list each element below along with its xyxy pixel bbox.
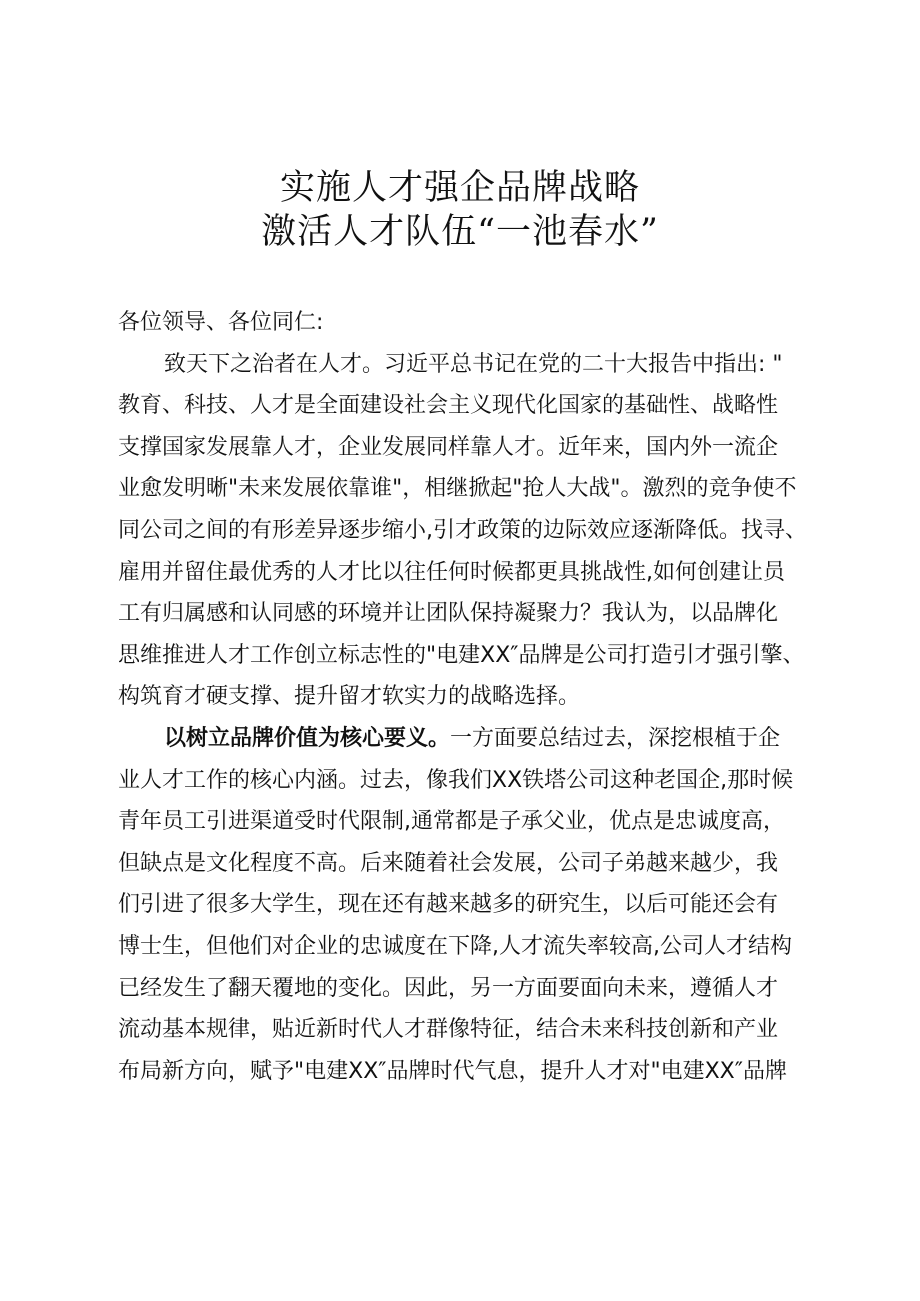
title-line-1: 实施人才强企品牌战略 (279, 168, 640, 208)
paragraph-2-first-line (118, 718, 828, 760)
paragraph-1-line: 教育、科技、人才是全面建设社会主义现代化国家的基础性、战略性 (118, 393, 779, 419)
paragraph-2-line: 业人才工作的核心内涵。过去，像我们XX铁塔公司这种老国企,那时候 (118, 767, 794, 793)
paragraph-2-first-line-text: 一方面要总结过去，深挖根植于企 (450, 725, 781, 751)
paragraph-1-line: 构筑育才硬支撑、提升留才软实力的战略选择。 (118, 684, 581, 710)
document-body (118, 302, 828, 1092)
paragraph-1-line: 同公司之间的有形差异逐步缩小,引才政策的边际效应逐渐降低。找寻、 (118, 517, 807, 543)
paragraph-2-line: 博士生，但他们对企业的忠诚度在下降,人才流失率较高,公司人才结构 (118, 933, 792, 959)
paragraph-1-line: 致天下之治者在人才。习近平总书记在党的二十大报告中指出: " (164, 351, 783, 377)
paragraph-1-line: 支撑国家发展靠人才，企业发展同样靠人才。近年来，国内外一流企 (118, 434, 779, 460)
paragraph-2-line: 们引进了很多大学生，现在还有越来越多的研究生，以后可能还会有 (118, 892, 779, 918)
paragraph-1-line: 雇用并留住最优秀的人才比以往任何时候都更具挑战性,如何创建让员 (118, 559, 785, 585)
paragraph-2-line: 已经发生了翻天覆地的变化。因此，另一方面要面向未来，遵循人才 (118, 975, 779, 1001)
title-line-2: 激活人才队伍“一池春水” (261, 212, 659, 252)
paragraph-1-line: 业愈发明晰"未来发展依靠谁"，相继掀起"抢人大战"。激烈的竞争使不 (118, 476, 797, 502)
paragraph-2-line: 布局新方向，赋予"电建XX″品牌时代气息，提升人才对"电建XX″品牌 (118, 1058, 787, 1084)
paragraph-1-line: 工有归属感和认同感的环境并让团队保持凝聚力？我认为，以品牌化 (118, 601, 779, 627)
greeting: 各位领导、各位同仁: (118, 310, 324, 335)
paragraph-2-line: 流动基本规律，贴近新时代人才群像特征，结合未来科技创新和产业 (118, 1017, 779, 1043)
paragraph-2-line: 青年员工引进渠道受时代限制,通常都是子承父业，优点是忠诚度高， (118, 809, 785, 835)
paragraph-2-heading: 以树立品牌价值为核心要义。 (164, 725, 451, 751)
paragraph-1-line: 思维推进人才工作创立标志性的"电建XX″品牌是公司打造引才强引擎、 (118, 642, 805, 668)
paragraph-2-line: 但缺点是文化程度不高。后来随着社会发展，公司子弟越来越少，我 (118, 850, 779, 876)
